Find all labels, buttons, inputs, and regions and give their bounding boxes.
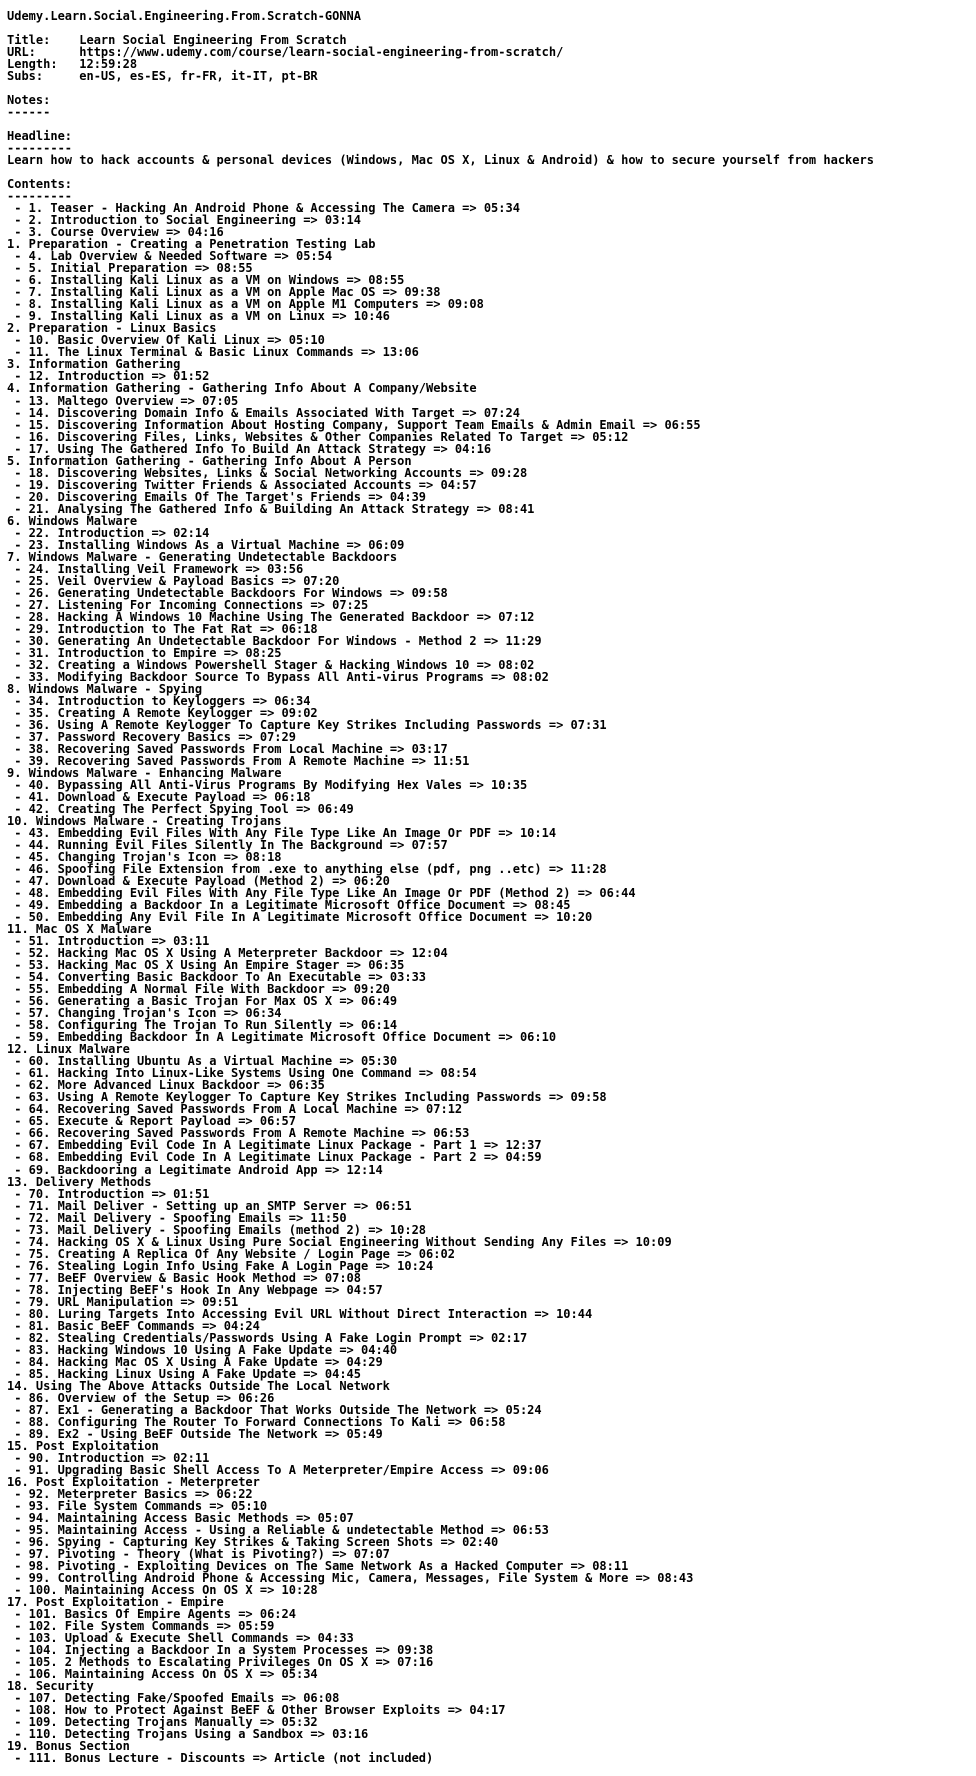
text-line: - 67. Embedding Evil Code In A Legitimate Linux Package - Part 1 => 12:37 bbox=[7, 1138, 542, 1153]
text-line: 14. Using The Above Attacks Outside The Local Network bbox=[7, 1378, 390, 1393]
text-line: - 41. Download & Execute Payload => 06:18 bbox=[7, 790, 311, 805]
text-line: - 28. Hacking A Windows 10 Machine Using The Generated Backdoor => 07:12 bbox=[7, 609, 535, 624]
text-line: - 81. Basic BeEF Commands => 04:24 bbox=[7, 1318, 260, 1333]
text-line: - 68. Embedding Evil Code In A Legitimate Linux Package - Part 2 => 04:59 bbox=[7, 1150, 542, 1165]
text-line: Contents: bbox=[7, 177, 73, 192]
text-line: 8. Windows Malware - Spying bbox=[7, 681, 203, 696]
text-line: - 72. Mail Delivery - Spoofing Emails => 11:50 bbox=[7, 1210, 347, 1225]
text-line: - 70. Introduction => 01:51 bbox=[7, 1186, 210, 1201]
text-line: - 39. Recovering Saved Passwords From A Remote Machine => 11:51 bbox=[7, 753, 470, 768]
text-line: - 85. Hacking Linux Using A Fake Update => 04:45 bbox=[7, 1366, 362, 1381]
text-line: - 97. Pivoting - Theory (What is Pivoting?) => 07:07 bbox=[7, 1547, 390, 1561]
text-line: - 91. Upgrading Basic Shell Access To A Meterpreter/Empire Access => 09:06 bbox=[7, 1462, 549, 1477]
text-line bbox=[7, 118, 976, 130]
text-line: - 20. Discovering Emails Of The Target's Friends => 04:39 bbox=[7, 489, 427, 504]
text-line: - 87. Ex1 - Generating a Backdoor That Works Outside The Network => 05:24 bbox=[7, 1402, 542, 1417]
text-line: - 34. Introduction to Keyloggers => 06:34 bbox=[7, 693, 311, 708]
text-line: - 35. Creating A Remote Keylogger => 09:02 bbox=[7, 705, 318, 720]
text-line: Length: 12:59:28 bbox=[7, 57, 138, 72]
text-line: - 92. Meterpreter Basics => 06:22 bbox=[7, 1486, 253, 1501]
text-line: 1. Preparation - Creating a Penetration Testing Lab bbox=[7, 237, 376, 252]
text-line: 19. Bonus Section bbox=[7, 1739, 130, 1754]
text-line: - 100. Maintaining Access On OS X => 10:28 bbox=[7, 1583, 318, 1598]
text-line: - 7. Installing Kali Linux as a VM on Apple Mac OS => 09:38 bbox=[7, 285, 441, 300]
text-line: - 48. Embedding Evil Files With Any File Type Like An Image Or PDF (Method 2) => 06:44 bbox=[7, 886, 636, 901]
text-line: - 57. Changing Trojan's Icon => 06:34 bbox=[7, 1006, 282, 1021]
text-line: - 30. Generating An Undetectable Backdoor For Windows - Method 2 => 11:29 bbox=[7, 633, 542, 648]
text-line: 9. Windows Malware - Enhancing Malware bbox=[7, 765, 282, 780]
text-line: Udemy.Learn.Social.Engineering.From.Scratch-GONNA bbox=[7, 9, 362, 23]
text-line: - 90. Introduction => 02:11 bbox=[7, 1450, 210, 1465]
text-line: URL: https://www.udemy.com/course/learn-social-engineering-from-scratch/ bbox=[7, 45, 564, 60]
text-line: 17. Post Exploitation - Empire bbox=[7, 1595, 224, 1610]
text-line: - 77. BeEF Overview & Basic Hook Method => 07:08 bbox=[7, 1270, 362, 1285]
text-line: - 59. Embedding Backdoor In A Legitimate Microsoft Office Document => 06:10 bbox=[7, 1030, 557, 1045]
text-line: - 5. Initial Preparation => 08:55 bbox=[7, 261, 253, 276]
text-line: ------ bbox=[7, 105, 51, 120]
text-line: - 62. More Advanced Linux Backdoor => 06:35 bbox=[7, 1078, 325, 1093]
text-line: - 45. Changing Trojan's Icon => 08:18 bbox=[7, 850, 282, 865]
text-line: - 86. Overview of the Setup => 06:26 bbox=[7, 1390, 275, 1405]
text-line: - 10. Basic Overview Of Kali Linux => 05:10 bbox=[7, 333, 325, 348]
text-line: - 26. Generating Undetectable Backdoors For Windows => 09:58 bbox=[7, 585, 448, 600]
text-line: 12. Linux Malware bbox=[7, 1042, 130, 1057]
text-line: - 29. Introduction to The Fat Rat => 06:18 bbox=[7, 621, 318, 636]
text-line: - 22. Introduction => 02:14 bbox=[7, 525, 210, 540]
text-line: - 103. Upload & Execute Shell Commands => 04:33 bbox=[7, 1631, 354, 1646]
text-line: - 46. Spoofing File Extension from .exe to anything else (pdf, png ..etc) => 11:28 bbox=[7, 862, 607, 877]
text-line: 5. Information Gathering - Gathering Info About A Person bbox=[7, 453, 412, 468]
text-line: - 47. Download & Execute Payload (Method 2) => 06:20 bbox=[7, 874, 390, 889]
text-line: - 83. Hacking Windows 10 Using A Fake Update => 04:40 bbox=[7, 1342, 398, 1357]
text-line: - 25. Veil Overview & Payload Basics => 07:20 bbox=[7, 573, 340, 588]
text-line: - 15. Discovering Information About Hosting Company, Support Team Emails & Admin Email => 06:55 bbox=[7, 417, 701, 432]
text-line: - 64. Recovering Saved Passwords From A Local Machine => 07:12 bbox=[7, 1102, 463, 1117]
text-line: - 21. Analysing The Gathered Info & Building An Attack Strategy => 08:41 bbox=[7, 501, 535, 516]
text-line: - 76. Stealing Login Info Using Fake A Login Page => 10:24 bbox=[7, 1258, 434, 1273]
text-line: - 49. Embedding a Backdoor In a Legitimate Microsoft Office Document => 08:45 bbox=[7, 898, 571, 913]
text-line: - 66. Recovering Saved Passwords From A Remote Machine => 06:53 bbox=[7, 1126, 470, 1141]
text-line: - 110. Detecting Trojans Using a Sandbox => 03:16 bbox=[7, 1727, 369, 1742]
text-line: - 82. Stealing Credentials/Passwords Using A Fake Login Prompt => 02:17 bbox=[7, 1330, 528, 1345]
text-line: - 55. Embedding A Normal File With Backdoor => 09:20 bbox=[7, 982, 390, 997]
text-line: - 63. Using A Remote Keylogger To Capture Key Strikes Including Passwords => 09:58 bbox=[7, 1090, 607, 1105]
text-line: - 73. Mail Delivery - Spoofing Emails (method 2) => 10:28 bbox=[7, 1222, 427, 1237]
text-line: - 23. Installing Windows As a Virtual Machine => 06:09 bbox=[7, 537, 405, 552]
text-line: - 94. Maintaining Access Basic Methods => 05:07 bbox=[7, 1510, 354, 1525]
text-line: - 27. Listening For Incoming Connections => 07:25 bbox=[7, 597, 369, 612]
text-line: - 44. Running Evil Files Silently In The Background => 07:57 bbox=[7, 838, 448, 853]
text-line: 3. Information Gathering bbox=[7, 357, 181, 372]
text-line: - 56. Generating a Basic Trojan For Max OS X => 06:49 bbox=[7, 994, 398, 1009]
text-line: 7. Windows Malware - Generating Undetectable Backdoors bbox=[7, 549, 398, 564]
text-line: - 11. The Linux Terminal & Basic Linux Commands => 13:06 bbox=[7, 345, 419, 360]
text-line: - 93. File System Commands => 05:10 bbox=[7, 1498, 268, 1513]
text-line: - 104. Injecting a Backdoor In a System Processes => 09:38 bbox=[7, 1643, 434, 1658]
text-line: - 32. Creating a Windows Powershell Stager & Hacking Windows 10 => 08:02 bbox=[7, 657, 535, 672]
text-line: - 107. Detecting Fake/Spoofed Emails => 06:08 bbox=[7, 1691, 340, 1706]
text-line: - 31. Introduction to Empire => 08:25 bbox=[7, 645, 282, 660]
text-line: Headline: bbox=[7, 129, 73, 144]
text-line: - 40. Bypassing All Anti-Virus Programs By Modifying Hex Vales => 10:35 bbox=[7, 778, 528, 792]
text-line: - 58. Configuring The Trojan To Run Silently => 06:14 bbox=[7, 1018, 398, 1033]
text-line: - 95. Maintaining Access - Using a Reliable & undetectable Method => 06:53 bbox=[7, 1522, 549, 1537]
text-line: Title: Learn Social Engineering From Scratch bbox=[7, 33, 347, 48]
text-line: - 98. Pivoting - Exploiting Devices on The Same Network As a Hacked Computer => 08:11 bbox=[7, 1559, 629, 1574]
text-line: - 65. Execute & Report Payload => 06:57 bbox=[7, 1114, 296, 1129]
text-line: - 1. Teaser - Hacking An Android Phone & Accessing The Camera => 05:34 bbox=[7, 201, 520, 216]
text-line: - 51. Introduction => 03:11 bbox=[7, 934, 210, 949]
text-line: - 24. Installing Veil Framework => 03:56 bbox=[7, 561, 304, 576]
text-line: - 89. Ex2 - Using BeEF Outside The Network => 05:49 bbox=[7, 1426, 383, 1441]
text-line: - 36. Using A Remote Keylogger To Capture Key Strikes Including Passwords => 07:31 bbox=[7, 717, 607, 732]
text-line: - 79. URL Manipulation => 09:51 bbox=[7, 1294, 239, 1309]
text-line: Subs: en-US, es-ES, fr-FR, it-IT, pt-BR bbox=[7, 69, 318, 84]
text-line: - 8. Installing Kali Linux as a VM on Apple M1 Computers => 09:08 bbox=[7, 297, 484, 312]
text-line: - 19. Discovering Twitter Friends & Associated Accounts => 04:57 bbox=[7, 477, 477, 492]
text-line: - 84. Hacking Mac OS X Using A Fake Update => 04:29 bbox=[7, 1354, 383, 1369]
text-line: - 75. Creating A Replica Of Any Website / Login Page => 06:02 bbox=[7, 1246, 455, 1261]
text-line: - 42. Creating The Perfect Spying Tool => 06:49 bbox=[7, 802, 354, 817]
text-line: - 3. Course Overview => 04:16 bbox=[7, 225, 224, 240]
text-line: - 18. Discovering Websites, Links & Social Networking Accounts => 09:28 bbox=[7, 465, 528, 480]
text-line: - 99. Controlling Android Phone & Accessing Mic, Camera, Messages, File System & More => 08:43 bbox=[7, 1571, 694, 1586]
text-line: - 71. Mail Deliver - Setting up an SMTP Server => 06:51 bbox=[7, 1198, 412, 1213]
text-line: - 12. Introduction => 01:52 bbox=[7, 369, 210, 384]
text-line bbox=[7, 82, 976, 94]
text-line: - 50. Embedding Any Evil File In A Legitimate Microsoft Office Document => 10:20 bbox=[7, 910, 593, 925]
text-line: - 14. Discovering Domain Info & Emails Associated With Target => 07:24 bbox=[7, 405, 520, 420]
text-line: - 17. Using The Gathered Info To Build An Attack Strategy => 04:16 bbox=[7, 441, 492, 456]
text-line: 13. Delivery Methods bbox=[7, 1174, 152, 1189]
text-line: - 111. Bonus Lecture - Discounts => Article (not included) bbox=[7, 1751, 434, 1766]
text-line: 15. Post Exploitation bbox=[7, 1438, 159, 1453]
text-line: - 109. Detecting Trojans Manually => 05:32 bbox=[7, 1715, 318, 1730]
text-line: - 78. Injecting BeEF's Hook In Any Webpage => 04:57 bbox=[7, 1282, 383, 1297]
text-line: --------- bbox=[7, 141, 73, 156]
text-line: - 61. Hacking Into Linux-Like Systems Using One Command => 08:54 bbox=[7, 1066, 477, 1081]
text-line: - 2. Introduction to Social Engineering => 03:14 bbox=[7, 213, 362, 228]
text-line: - 37. Password Recovery Basics => 07:29 bbox=[7, 729, 296, 744]
text-line: 2. Preparation - Linux Basics bbox=[7, 321, 217, 336]
text-line: - 43. Embedding Evil Files With Any File Type Like An Image Or PDF => 10:14 bbox=[7, 826, 557, 841]
text-line: - 88. Configuring The Router To Forward Connections To Kali => 06:58 bbox=[7, 1414, 506, 1429]
text-line: - 60. Installing Ubuntu As a Virtual Machine => 05:30 bbox=[7, 1054, 398, 1069]
text-line: - 6. Installing Kali Linux as a VM on Windows => 08:55 bbox=[7, 273, 405, 288]
text-line: - 54. Converting Basic Backdoor To An Executable => 03:33 bbox=[7, 970, 427, 985]
text-line: 18. Security bbox=[7, 1679, 94, 1694]
text-line: - 106. Maintaining Access On OS X => 05:34 bbox=[7, 1667, 318, 1682]
text-line: - 96. Spying - Capturing Key Strikes & Taking Screen Shots => 02:40 bbox=[7, 1534, 499, 1549]
text-line bbox=[7, 166, 976, 178]
text-line: - 74. Hacking OS X & Linux Using Pure Social Engineering Without Sending Any Files => 10:09 bbox=[7, 1234, 672, 1249]
text-line: --------- bbox=[7, 189, 73, 204]
text-line: - 105. 2 Methods to Escalating Privileges On OS X => 07:16 bbox=[7, 1655, 434, 1670]
text-line: - 108. How to Protect Against BeEF & Other Browser Exploits => 04:17 bbox=[7, 1703, 506, 1718]
text-line: Notes: bbox=[7, 93, 51, 108]
text-line: 11. Mac OS X Malware bbox=[7, 922, 152, 937]
text-line: - 101. Basics Of Empire Agents => 06:24 bbox=[7, 1607, 296, 1622]
text-line: - 16. Discovering Files, Links, Websites & Other Companies Related To Target => 05:12 bbox=[7, 429, 629, 444]
text-line: - 4. Lab Overview & Needed Software => 05:54 bbox=[7, 249, 333, 264]
text-line: Learn how to hack accounts & personal devices (Windows, Mac OS X, Linux & Android) & how to secure yourself from hackers bbox=[7, 153, 874, 168]
text-line: - 38. Recovering Saved Passwords From Local Machine => 03:17 bbox=[7, 741, 448, 756]
text-line: - 69. Backdooring a Legitimate Android App => 12:14 bbox=[7, 1162, 383, 1177]
text-line: 16. Post Exploitation - Meterpreter bbox=[7, 1474, 260, 1489]
text-line: - 33. Modifying Backdoor Source To Bypass All Anti-virus Programs => 08:02 bbox=[7, 669, 549, 684]
text-line: - 52. Hacking Mac OS X Using A Meterpreter Backdoor => 12:04 bbox=[7, 946, 448, 961]
text-line: 6. Windows Malware bbox=[7, 513, 138, 528]
text-line: - 102. File System Commands => 05:59 bbox=[7, 1619, 275, 1634]
text-line: - 13. Maltego Overview => 07:05 bbox=[7, 393, 239, 408]
text-line: 10. Windows Malware - Creating Trojans bbox=[7, 814, 282, 829]
text-line: - 80. Luring Targets Into Accessing Evil URL Without Direct Interaction => 10:44 bbox=[7, 1306, 593, 1321]
text-line: - 53. Hacking Mac OS X Using An Empire Stager => 06:35 bbox=[7, 958, 405, 973]
text-line: 4. Information Gathering - Gathering Info About A Company/Website bbox=[7, 381, 477, 396]
text-line: - 9. Installing Kali Linux as a VM on Linux => 10:46 bbox=[7, 309, 390, 324]
